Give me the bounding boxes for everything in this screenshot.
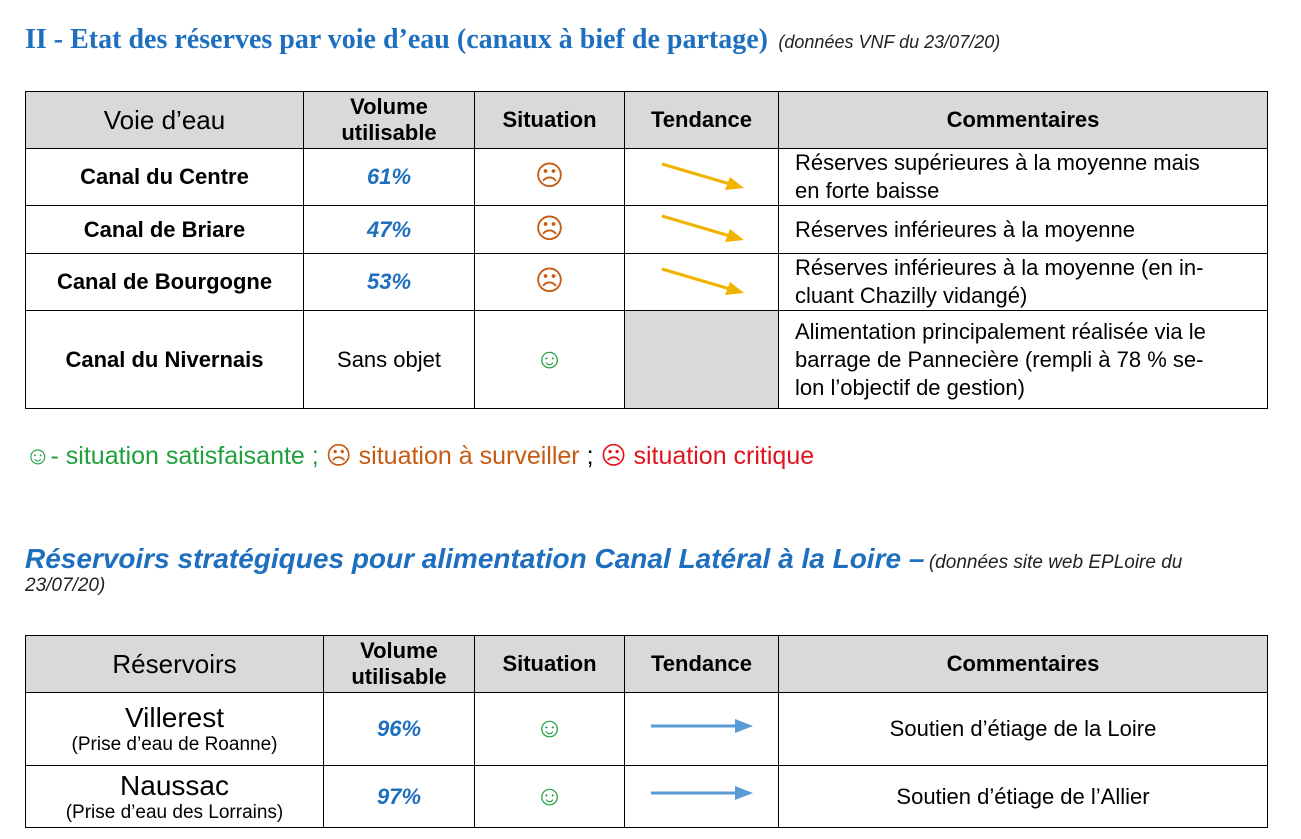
header-reservoirs: Réservoirs [26,636,324,693]
section1-title: II - Etat des réserves par voie d’eau (canaux à bief de partage) [25,24,768,55]
table-header-row [26,636,1268,693]
waterway-name: Canal de Briare [26,206,304,254]
reservoir-intake: (Prise d’eau de Roanne) [71,734,278,755]
comment-cell: Alimentation principalement réalisée via le barrage de Pannecière (rempli à 78 % se- lon l’objectif de gestion) [779,311,1268,409]
waterway-name: Canal de Bourgogne [26,254,304,311]
table-row [26,766,1268,828]
reservoir-name: Naussac [120,769,229,801]
legend-critical: ☹ situation critique [600,442,815,470]
tendance-cell [625,149,779,206]
header-volume: Volume utilisable [324,636,475,693]
volume-value: 96% [324,693,475,766]
situation-cell [475,311,625,409]
smiley-face-icon: ☺ [535,712,564,743]
volume-value: 61% [304,149,475,206]
situation-cell [475,149,625,206]
legend-separator: ; [304,442,326,470]
section2-title-block [25,543,1225,597]
stable-trend-arrow-icon [647,781,757,805]
header-volume: Volume utilisable [304,92,475,149]
volume-value: 47% [304,206,475,254]
table-row [26,311,1268,409]
header-tendance: Tendance [625,636,779,693]
comment-cell: Soutien d’étiage de la Loire [779,693,1268,766]
smiley-face-icon: ☺ [535,779,564,811]
legend-separator: ; [579,442,601,470]
legend-watch: ☹ situation à surveiller [325,442,580,470]
reservoirs-table [25,635,1268,828]
header-situation: Situation [475,92,625,149]
section1-note: (données VNF du 23/07/20) [778,32,1001,52]
reservoir-name-cell [26,693,324,766]
stable-trend-arrow-icon [647,714,757,738]
legend-good: ☺- situation satisfaisante [25,442,305,470]
neutral-face-icon: ☹ [534,212,565,244]
down-trend-arrow-icon [652,259,752,299]
table-row [26,206,1268,254]
section2-note: (données site web EPLoire du 23/07/20) [25,552,1183,596]
neutral-face-icon: ☹ [534,160,565,191]
comment-cell: Réserves inférieures à la moyenne (en in- cluant Chazilly vidangé) [779,254,1268,311]
comment-cell: Réserves inférieures à la moyenne [779,206,1268,254]
header-commentaires: Commentaires [779,92,1268,149]
table-header-row [26,92,1268,149]
waterway-name: Canal du Centre [26,149,304,206]
neutral-face-icon: ☹ [534,265,565,296]
section2-title: Réservoirs stratégiques pour alimentation Canal Latéral à la Loire – [25,543,925,574]
table-row [26,149,1268,206]
header-commentaires: Commentaires [779,636,1268,693]
situation-cell [475,693,625,766]
volume-value: 97% [324,766,475,828]
waterway-name: Canal du Nivernais [26,311,304,409]
volume-value: 53% [304,254,475,311]
smiley-face-icon: ☺ [535,342,564,374]
tendance-cell-empty [625,311,779,409]
tendance-cell [625,254,779,311]
comment-cell: Réserves supérieures à la moyenne mais en forte baisse [779,149,1268,206]
reservoir-name-cell [26,766,324,828]
section1-title-block [25,24,1000,56]
situation-cell [475,766,625,828]
volume-value: Sans objet [304,311,475,409]
header-voie-eau: Voie d’eau [26,92,304,149]
header-tendance: Tendance [625,92,779,149]
comment-cell: Soutien d’étiage de l’Allier [779,766,1268,828]
situation-cell [475,254,625,311]
down-trend-arrow-icon [652,206,752,246]
tendance-cell [625,693,779,766]
table-row [26,693,1268,766]
reservoir-intake: (Prise d’eau des Lorrains) [65,801,284,823]
situation-cell [475,206,625,254]
tendance-cell [625,206,779,254]
situation-legend [25,441,814,471]
header-situation: Situation [475,636,625,693]
tendance-cell [625,766,779,828]
reservoir-name: Villerest [124,702,225,733]
waterway-reserves-table [25,91,1268,409]
down-trend-arrow-icon [652,154,752,194]
table-row [26,254,1268,311]
